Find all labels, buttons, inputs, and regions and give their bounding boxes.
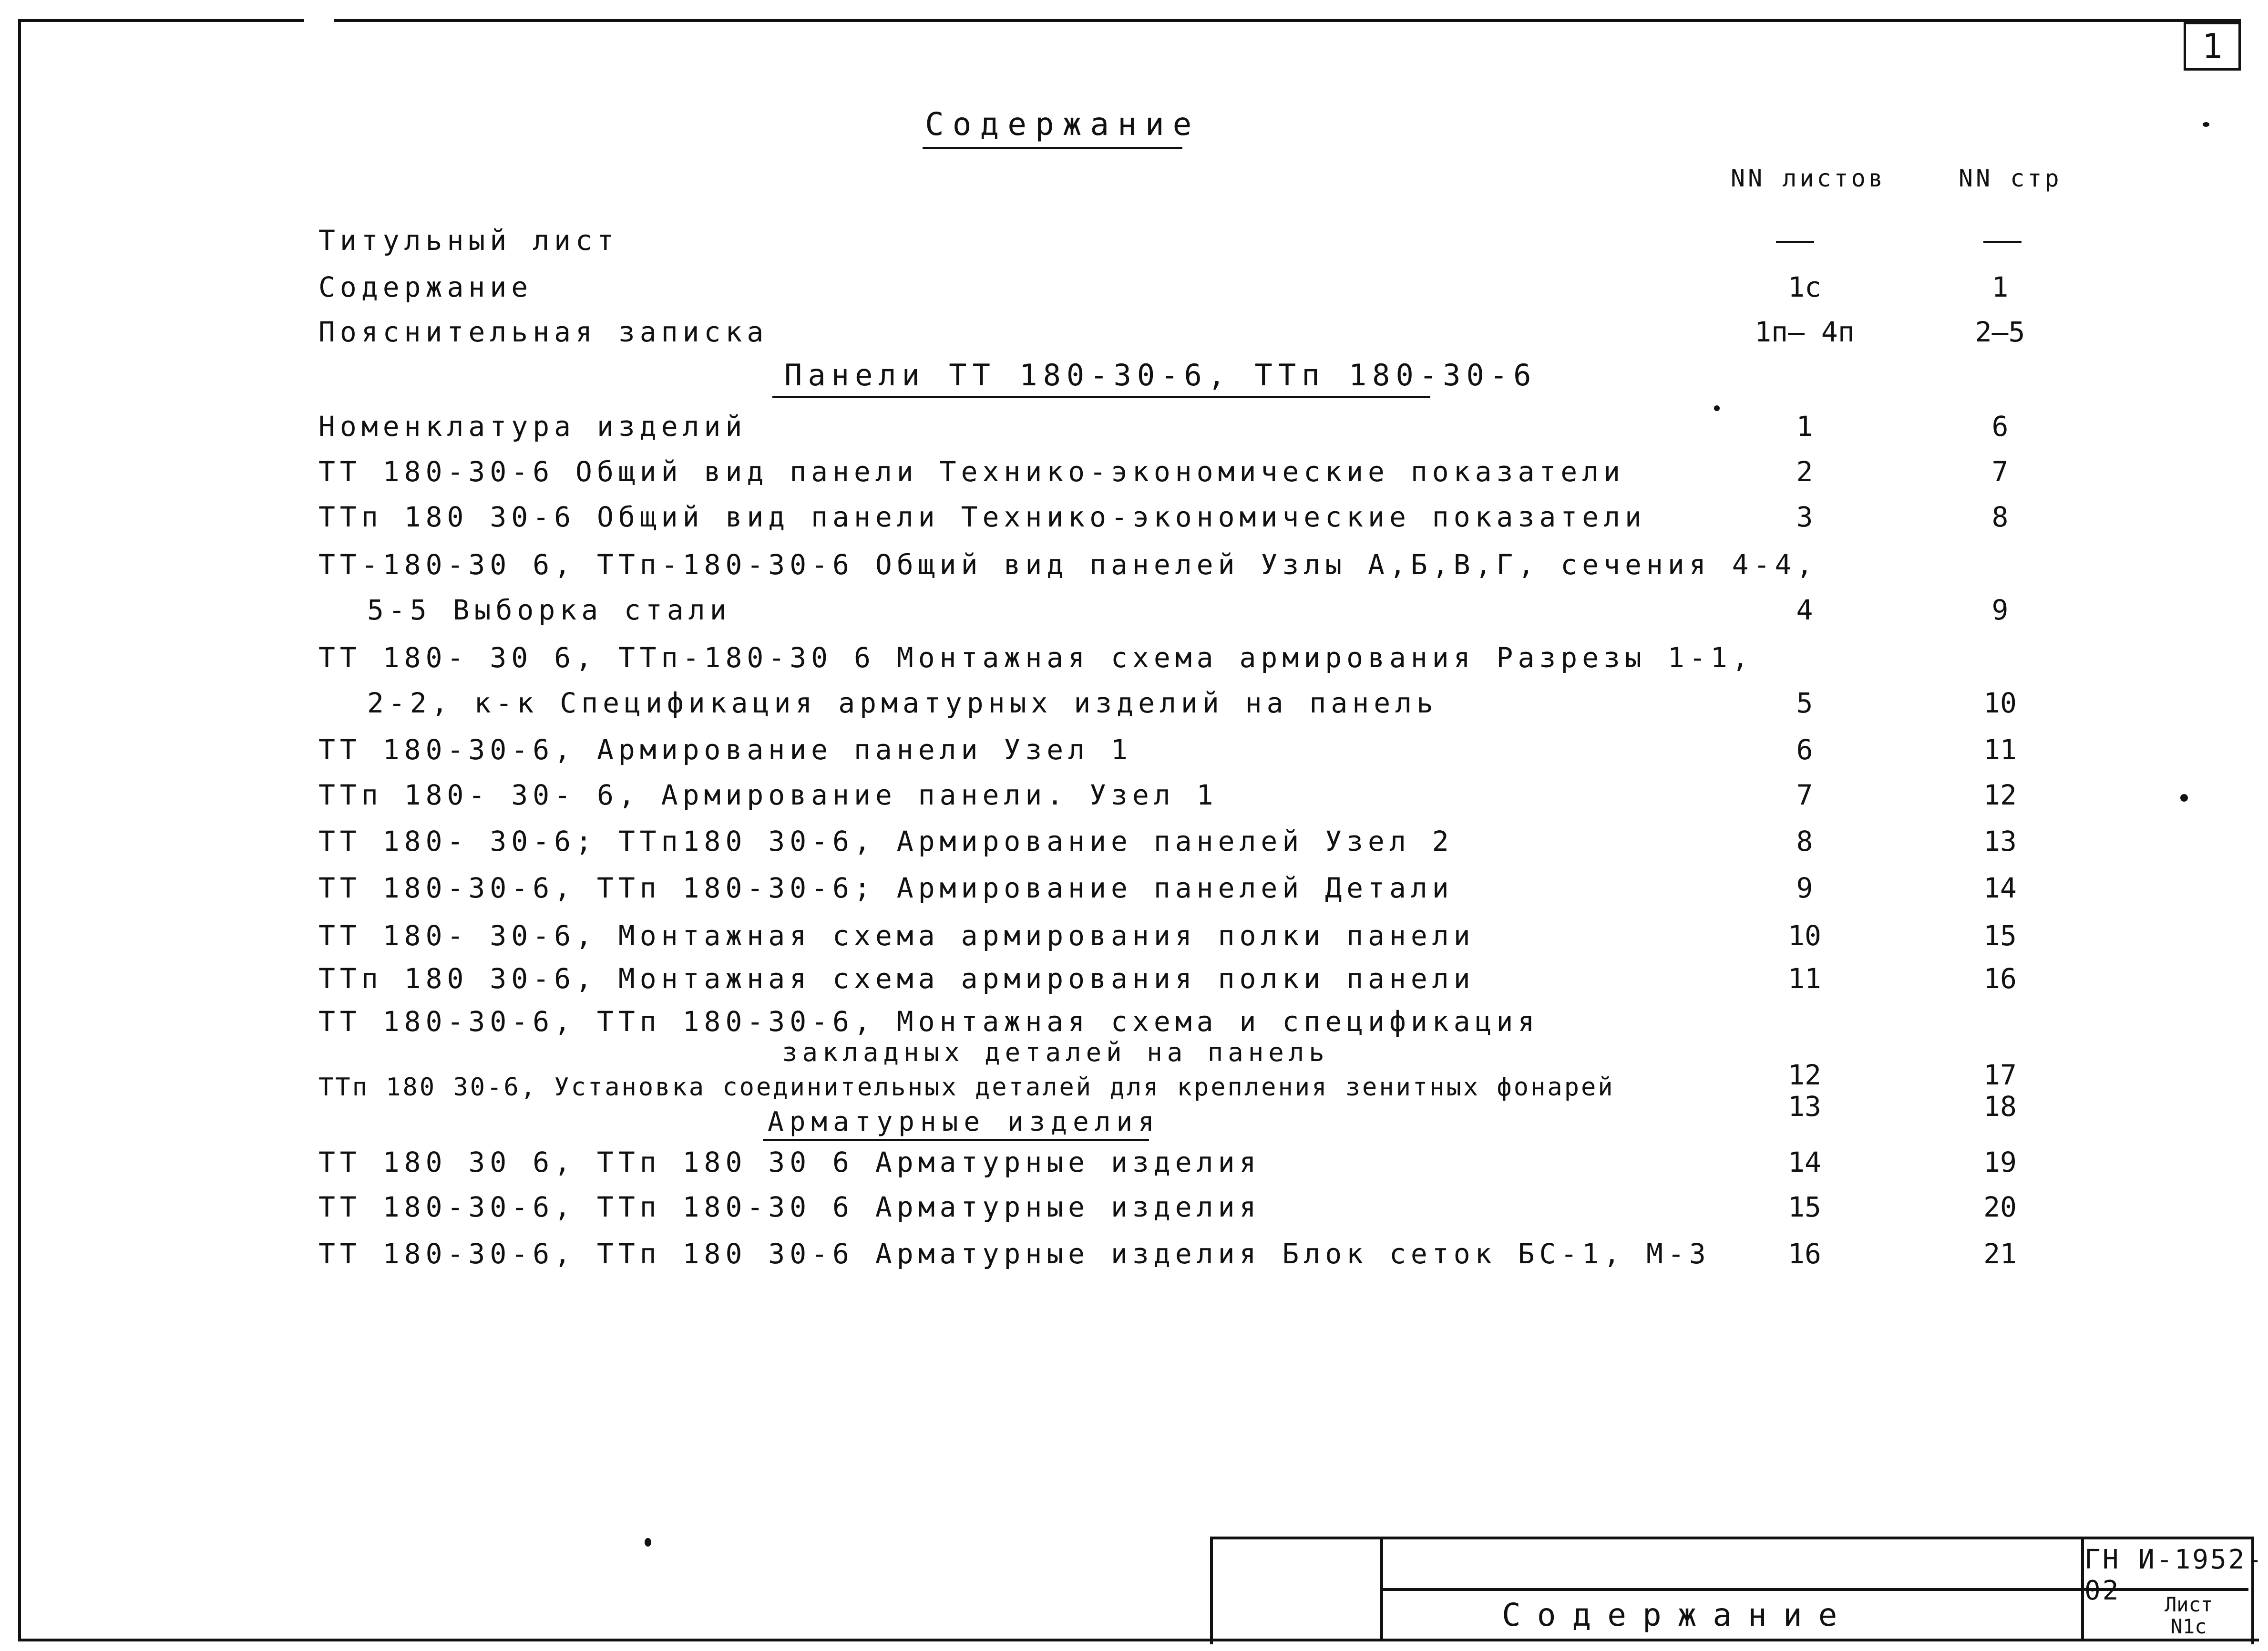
- toc-page: 19: [1983, 1146, 2017, 1178]
- toc-page: 1: [1991, 271, 2009, 303]
- toc-page: 6: [1991, 410, 2009, 443]
- toc-sheet: 4: [1796, 594, 1813, 626]
- toc-row: [318, 271, 533, 303]
- toc-page: 13: [1983, 825, 2017, 857]
- toc-row-text: ТТ 180-30-6, ТТп 180 30-6 Арматурные изделия Блок сеток БС-1, М-3: [318, 1238, 1711, 1270]
- toc-page: 17: [1983, 1059, 2017, 1091]
- sheet-label: Лист: [2165, 1593, 2213, 1616]
- toc-row: [782, 1037, 1329, 1067]
- toc-page: 16: [1983, 962, 2017, 995]
- toc-page: 10: [1983, 687, 2017, 719]
- doc-code: ГН И-1952-02: [2084, 1544, 2265, 1606]
- toc-sheet: 8: [1796, 825, 1813, 857]
- toc-row-text: ТТп 180- 30- 6, Армирование панели. Узел 1: [318, 779, 1218, 811]
- toc-row-text: ТТп 180 30-6, Установка соединительных деталей для крепления зенитных фонарей: [318, 1073, 1615, 1102]
- toc-row: [318, 501, 1646, 533]
- title-block-sheet: [2165, 1594, 2213, 1638]
- dash-page: [1983, 241, 2022, 243]
- toc-row: [318, 919, 1475, 952]
- toc-row: [318, 455, 1625, 488]
- toc-row-text: ТТ 180-30-6, ТТп 180-30-6; Армирование панелей Детали: [318, 872, 1454, 904]
- toc-row: [318, 825, 1454, 857]
- sheet-number: 1: [2184, 22, 2241, 71]
- toc-row: [318, 410, 747, 443]
- toc-row-text: Титульный лист: [318, 224, 618, 257]
- toc-page: 7: [1991, 455, 2009, 488]
- toc-sheet: 6: [1796, 733, 1813, 766]
- toc-page: 18: [1983, 1090, 2017, 1123]
- toc-sheet: 1: [1796, 410, 1813, 443]
- toc-row: [318, 641, 1754, 674]
- toc-sheet: 3: [1796, 501, 1813, 533]
- toc-sheet: 1с: [1788, 271, 1821, 303]
- column-header-pages: NN стр: [1959, 165, 2062, 192]
- toc-row: [318, 316, 768, 348]
- toc-sheet: 14: [1788, 1146, 1821, 1178]
- frame-top: [334, 19, 2241, 22]
- toc-row: [318, 1073, 1615, 1102]
- title-underline: [923, 147, 1182, 149]
- frame-left: [18, 19, 21, 1641]
- toc-row-text: ТТ 180-30-6 Общий вид панели Технико-экономические показатели: [318, 455, 1625, 488]
- toc-sheet: 2: [1796, 455, 1813, 488]
- column-header-sheets: NN листов: [1731, 165, 1886, 192]
- toc-row-text: ТТ 180- 30-6, Монтажная схема армирования полки панели: [318, 919, 1475, 952]
- toc-row-text: Пояснительная записка: [318, 316, 769, 348]
- toc-row-text: Содержание: [318, 271, 533, 303]
- toc-row-text: 5-5 Выборка стали: [367, 594, 731, 626]
- toc-page: 20: [1983, 1191, 2017, 1223]
- section-underline: [772, 396, 1430, 398]
- scan-speck: [2203, 122, 2209, 127]
- toc-row: [367, 687, 1438, 719]
- toc-sheet: 9: [1796, 872, 1813, 904]
- page-title: Содержание: [925, 106, 1201, 143]
- toc-row: [318, 872, 1454, 904]
- scan-speck: [645, 1538, 651, 1547]
- title-block-name: Содержание: [1502, 1597, 1854, 1633]
- toc-sheet: 1п— 4п: [1755, 316, 1855, 348]
- scan-speck: [2180, 794, 2188, 802]
- toc-page: 8: [1991, 501, 2009, 533]
- toc-sheet: 16: [1788, 1238, 1821, 1270]
- toc-page: 14: [1983, 872, 2017, 904]
- toc-row-text: 2-2, к-к Спецификация арматурных изделий на панель: [367, 687, 1438, 719]
- toc-sheet: 11: [1788, 962, 1821, 995]
- toc-sheet: 12: [1788, 1059, 1821, 1091]
- section-underline: [763, 1139, 1149, 1141]
- toc-page: 2—5: [1975, 316, 2025, 348]
- toc-row-text: ТТ 180-30-6, ТТп 180-30 6 Арматурные изделия: [318, 1191, 1261, 1223]
- toc-row: [318, 224, 618, 257]
- toc-row: [318, 1005, 1539, 1038]
- toc-page: 21: [1983, 1238, 2017, 1270]
- toc-page: 11: [1983, 733, 2017, 766]
- toc-row-text: Номенклатура изделий: [318, 410, 747, 443]
- toc-page: 12: [1983, 779, 2017, 811]
- toc-row-text: ТТ 180- 30 6, ТТп-180-30 6 Монтажная схема армирования Разрезы 1-1,: [318, 641, 1754, 674]
- toc-row: [318, 1191, 1261, 1223]
- toc-row-text: закладных деталей на панель: [782, 1037, 1329, 1067]
- toc-row-text: ТТп 180 30-6 Общий вид панели Технико-экономические показатели: [318, 501, 1646, 533]
- toc-page: 15: [1983, 919, 2017, 952]
- toc-row: [318, 962, 1475, 995]
- toc-sheet: 5: [1796, 687, 1813, 719]
- section-heading-armature: Арматурные изделия: [768, 1106, 1160, 1137]
- sheet-value: N1с: [2170, 1615, 2207, 1638]
- toc-sheet: 13: [1788, 1090, 1821, 1123]
- toc-page: 9: [1991, 594, 2009, 626]
- toc-sheet: 7: [1796, 779, 1813, 811]
- scan-speck: [1714, 405, 1720, 411]
- toc-row-text: ТТ 180 30 6, ТТп 180 30 6 Арматурные изделия: [318, 1146, 1261, 1178]
- dash-sheet: [1776, 241, 1814, 243]
- frame-top-left: [18, 19, 304, 22]
- toc-row: [318, 779, 1218, 811]
- toc-row-text: ТТп 180 30-6, Монтажная схема армирования полки панели: [318, 962, 1475, 995]
- toc-row-text: ТТ-180-30 6, ТТп-180-30-6 Общий вид панелей Узлы А,Б,В,Г, сечения 4-4,: [318, 548, 1818, 581]
- toc-row: [318, 1238, 1711, 1270]
- toc-row: [318, 733, 1132, 766]
- toc-sheet: 10: [1788, 919, 1821, 952]
- toc-row: [367, 594, 731, 626]
- toc-row: [318, 1146, 1261, 1178]
- section-heading-panels: Панели ТТ 180-30-6, ТТп 180-30-6: [784, 358, 1537, 392]
- toc-row: [318, 548, 1817, 581]
- toc-row-text: ТТ 180- 30-6; ТТп180 30-6, Армирование панелей Узел 2: [318, 825, 1454, 857]
- toc-row-text: ТТ 180-30-6, ТТп 180-30-6, Монтажная схема и спецификация: [318, 1005, 1539, 1038]
- toc-sheet: 15: [1788, 1191, 1821, 1223]
- toc-row-text: ТТ 180-30-6, Армирование панели Узел 1: [318, 733, 1132, 766]
